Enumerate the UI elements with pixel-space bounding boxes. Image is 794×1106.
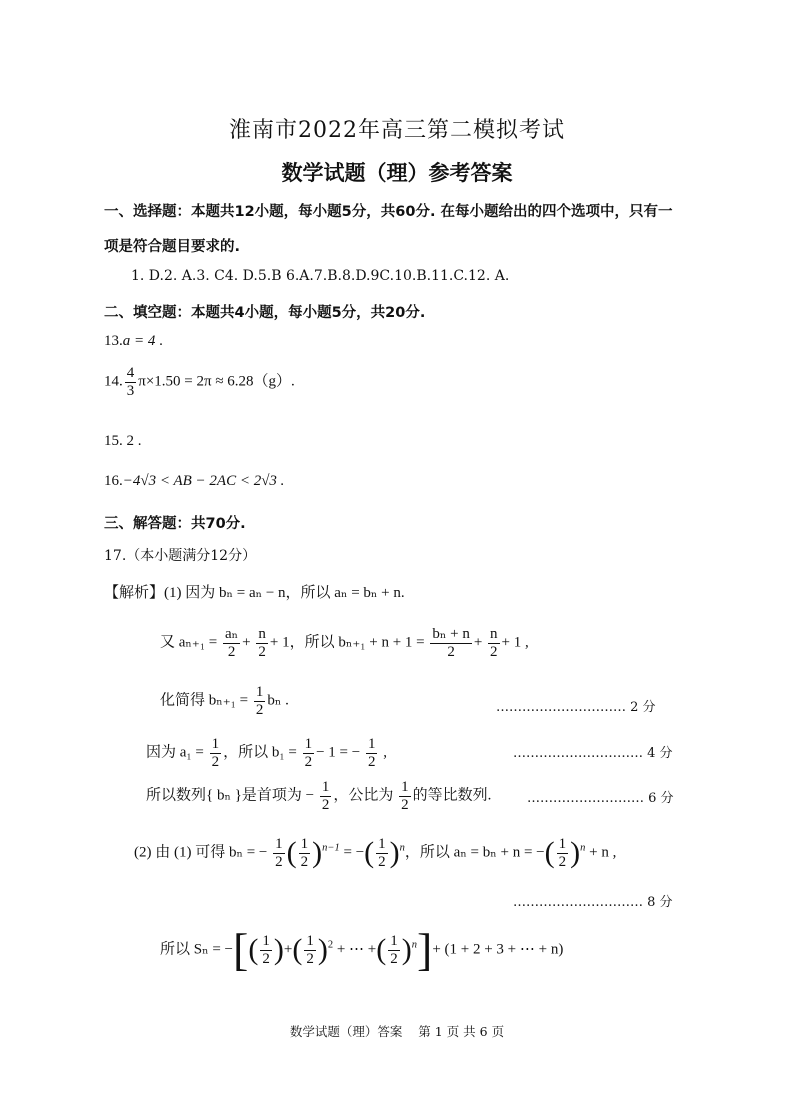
solution-line-a: 【解析】(1) 因为 bₙ = aₙ − n，所以 aₙ = bₙ + n. xyxy=(104,585,405,601)
score-8: ………………………… 8 分 xyxy=(513,895,673,910)
page-title: 淮南市2022年高三第二模拟考试 xyxy=(229,118,565,143)
section2-heading: 二、填空题：本题共4小题，每小题5分，共20分. xyxy=(104,305,426,321)
page-subtitle: 数学试题（理）参考答案 xyxy=(281,161,513,185)
solution-line-d: 因为 a₁ = $\frac{1}{2}$ ，所以 b₁ = $\frac{1}{2}$ − 1 = − $\frac{1}{2}$ , xyxy=(146,736,387,770)
score-2: ………………………… 2 分 xyxy=(496,700,656,715)
section1-heading-cont: 项是符合题目要求的. xyxy=(104,239,241,255)
q17-header: 17.（本小题满分12分） xyxy=(104,548,257,564)
score-6: ……………………… 6 分 xyxy=(527,791,674,806)
section3-heading: 三、解答题：共70分. xyxy=(104,516,246,532)
solution-line-b: 又 aₙ₊₁ = $\frac{\text{aₙ}}{2}$ + $\frac{n}{2}$ + 1，所以 bₙ₊₁ + n + 1 = $\frac{\text{bₙ + n}}{2}$ + $\frac{n}{2}$ + 1 , xyxy=(160,626,529,660)
solution-line-g: 所以 Sₙ = −[( $\frac{1}{2}$ )+( $\frac{1}{2}$ )$^2$ + ⋯ +( $\frac{1}{2}$ )$^n$]+ (1 + 2 + 3 + ⋯ + n) xyxy=(160,924,564,975)
page-footer: 数学试题（理）答案 第 1 页 共 6 页 xyxy=(289,1024,505,1039)
section1-heading: 一、选择题：本题共12小题，每小题5分，共60分. 在每小题给出的四个选项中，只有一 xyxy=(104,204,673,220)
answer-16: 16.−4√3 < AB − 2AC < 2√3 . xyxy=(104,473,285,489)
answer-14: 14. $\frac{4}{3}$ π×1.50 = 2π ≈ 6.28（g）. xyxy=(104,365,295,399)
solution-line-e: 所以数列{ bₙ }是首项为 − $\frac{1}{2}$ ，公比为 $\frac{1}{2}$ 的等比数列. xyxy=(146,779,492,813)
choice-answers: 1. D.2. A.3. C4. D.5.B 6.A.7.B.8.D.9C.10.B.11.C.12. A. xyxy=(131,268,510,284)
answer-15: 15. 2 . xyxy=(104,433,142,449)
solution-line-c: 化简得 bₙ₊₁ = $\frac{1}{2}$ bₙ . xyxy=(160,684,289,718)
answer-13: 13.a = 4 . xyxy=(104,333,163,349)
solution-line-f: (2) 由 (1) 可得 bₙ = − $\frac{1}{2}$ ( $\frac{1}{2}$ )$^{n-1}$ = −( $\frac{1}{2}$ )$^n$，所以 aₙ = bₙ + n = −( $\frac{1}{2}$ )$^n$ + n , xyxy=(134,836,617,870)
score-4: ………………………… 4 分 xyxy=(513,746,673,761)
